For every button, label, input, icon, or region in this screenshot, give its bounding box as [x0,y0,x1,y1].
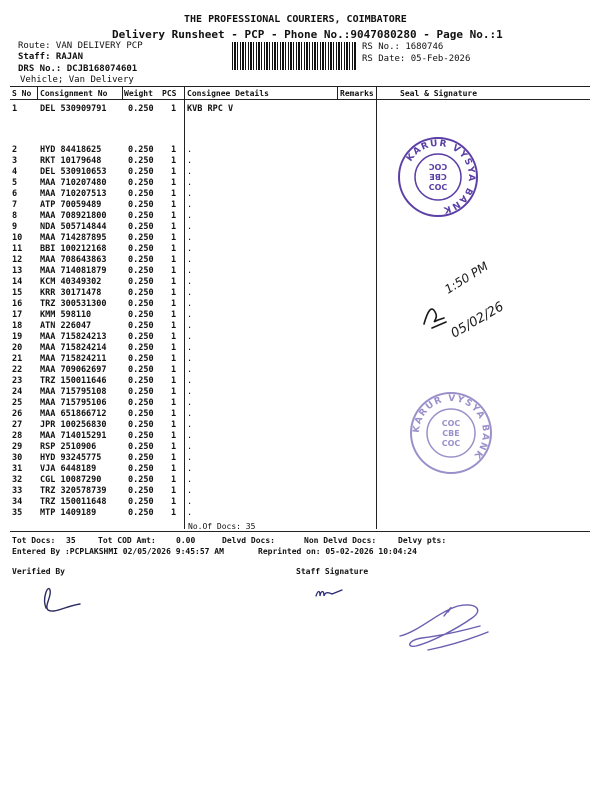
row-consignee: . [187,244,193,254]
staff-label: Staff: RAJAN [18,52,84,62]
row-sno: 26 [12,409,23,419]
row-consignee: . [187,167,193,177]
tot-docs-value: 35 [66,536,76,545]
row-weight: 0.250 [128,321,154,331]
row-consignee: . [187,299,193,309]
stamp-ring-text: KARUR VYSYA BANK [411,393,491,461]
non-delvd-docs: Non Delvd Docs: [304,536,377,545]
row-sno: 12 [12,255,23,265]
row-weight: 0.250 [128,244,154,254]
row-weight: 0.250 [128,288,154,298]
row-weight: 0.250 [128,442,154,452]
handwriting-graphic [424,309,446,328]
row-sno: 4 [12,167,18,177]
row-consignee: . [187,343,193,353]
row-consignment: MAA 714287895 [40,233,107,243]
row-consignee: KVB RPC V [187,104,234,114]
row-sno: 18 [12,321,23,331]
row-pcs: 1 [171,145,177,155]
row-weight: 0.250 [128,310,154,320]
row-consignee: . [187,233,193,243]
row-weight: 0.250 [128,497,154,507]
row-consignee: . [187,255,193,265]
row-pcs: 1 [171,104,177,114]
tot-docs-label: Tot Docs: [12,536,56,545]
row-consignee: . [187,420,193,430]
row-pcs: 1 [171,156,177,166]
row-sno: 32 [12,475,23,485]
row-weight: 0.250 [128,431,154,441]
row-consignment: RSP 2510906 [40,442,97,452]
row-sno: 5 [12,178,18,188]
row-consignment: JPR 100256830 [40,420,107,430]
row-pcs: 1 [171,189,177,199]
col-header-seal: Seal & Signature [400,89,478,98]
row-consignment: MTP 1409189 [40,508,97,518]
row-sno: 10 [12,233,23,243]
row-weight: 0.250 [128,189,154,199]
column-divider [184,86,185,529]
row-pcs: 1 [171,299,177,309]
row-pcs: 1 [171,266,177,276]
row-sno: 3 [12,156,18,166]
row-sno: 25 [12,398,23,408]
row-sno: 6 [12,189,18,199]
row-pcs: 1 [171,288,177,298]
row-consignee: . [187,508,193,518]
row-sno: 1 [12,104,18,114]
row-weight: 0.250 [128,299,154,309]
row-sno: 28 [12,431,23,441]
row-weight: 0.250 [128,464,154,474]
col-header-remarks: Remarks [340,89,374,98]
row-consignee: . [187,266,193,276]
row-sno: 27 [12,420,23,430]
row-weight: 0.250 [128,277,154,287]
row-pcs: 1 [171,255,177,265]
row-weight: 0.250 [128,343,154,353]
row-pcs: 1 [171,508,177,518]
verified-by-signature [36,580,86,614]
row-pcs: 1 [171,486,177,496]
row-consignment: MAA 715824213 [40,332,107,342]
row-consignment: KCM 40349302 [40,277,102,287]
row-pcs: 1 [171,167,177,177]
row-sno: 13 [12,266,23,276]
handwritten-signature-date [418,259,538,342]
stamp-graphic [411,393,491,473]
row-weight: 0.250 [128,233,154,243]
col-header-sno: S No [12,89,32,98]
row-weight: 0.250 [128,266,154,276]
row-sno: 11 [12,244,23,254]
row-consignment: MAA 710207480 [40,178,107,188]
row-weight: 0.250 [128,508,154,518]
row-weight: 0.250 [128,409,154,419]
row-consignment: KRR 30171478 [40,288,102,298]
row-consignee: . [187,156,193,166]
staff-signature-label: Staff Signature [296,567,369,576]
col-header-consignment: Consignment No [40,89,108,98]
row-sno: 22 [12,365,23,375]
delvd-docs: Delvd Docs: [222,536,275,545]
rs-date: RS Date: 05-Feb-2026 [362,54,471,64]
row-consignee: . [187,189,193,199]
delvy-pts: Delvy pts: [398,536,447,545]
row-consignment: TRZ 150011648 [40,497,107,507]
row-weight: 0.250 [128,387,154,397]
row-consignee: . [187,431,193,441]
row-pcs: 1 [171,387,177,397]
row-consignment: MAA 708643863 [40,255,107,265]
row-pcs: 1 [171,365,177,375]
row-consignment: DEL 530910653 [40,167,107,177]
row-pcs: 1 [171,409,177,419]
row-consignee: . [187,145,193,155]
row-weight: 0.250 [128,398,154,408]
handwritten-time: 1:50 PM [442,259,491,297]
row-pcs: 1 [171,354,177,364]
barcode [232,42,356,70]
row-weight: 0.250 [128,211,154,221]
col-header-weight: Weight [124,89,153,98]
row-sno: 30 [12,453,23,463]
row-consignment: MAA 651866712 [40,409,107,419]
row-pcs: 1 [171,464,177,474]
tot-cod-label: Tot COD Amt: [98,536,156,545]
row-pcs: 1 [171,211,177,221]
row-sno: 20 [12,343,23,353]
verified-by-label: Verified By [12,567,65,576]
row-weight: 0.250 [128,145,154,155]
row-consignment: HYD 84418625 [40,145,102,155]
row-weight: 0.250 [128,365,154,375]
row-consignee: . [187,332,193,342]
row-sno: 8 [12,211,18,221]
row-pcs: 1 [171,222,177,232]
table-header-top-rule [10,86,590,87]
row-weight: 0.250 [128,255,154,265]
table-bottom-rule [10,531,590,532]
row-pcs: 1 [171,442,177,452]
vehicle-label: Vehicle; Van Delivery [20,75,134,85]
row-pcs: 1 [171,332,177,342]
row-sno: 29 [12,442,23,452]
row-pcs: 1 [171,497,177,507]
row-consignment: CGL 10087290 [40,475,102,485]
row-consignee: . [187,442,193,452]
handwritten-date: 05/02/26 [448,299,507,342]
row-weight: 0.250 [128,104,154,114]
row-consignment: DEL 530909791 [40,104,107,114]
row-weight: 0.250 [128,178,154,188]
row-consignment: MAA 708921800 [40,211,107,221]
route-label: Route: VAN DELIVERY PCP [18,41,143,51]
stamp-ring-text: KARUR VYSYA BANK [404,138,477,215]
row-consignment: BBI 100212168 [40,244,107,254]
entered-by: Entered By :PCPLAKSHMI 02/05/2026 9:45:57 AM [12,547,224,556]
row-consignee: . [187,321,193,331]
row-consignment: VJA 6448189 [40,464,97,474]
row-pcs: 1 [171,200,177,210]
row-sno: 24 [12,387,23,397]
row-consignment: MAA 709062697 [40,365,107,375]
row-consignee: . [187,464,193,474]
row-pcs: 1 [171,475,177,485]
row-pcs: 1 [171,277,177,287]
row-sno: 7 [12,200,18,210]
row-weight: 0.250 [128,475,154,485]
row-consignment: MAA 710207513 [40,189,107,199]
staff-signature [312,582,348,602]
row-consignment: MAA 715824211 [40,354,107,364]
row-pcs: 1 [171,398,177,408]
row-sno: 2 [12,145,18,155]
row-consignee: . [187,376,193,386]
row-consignment: MAA 715824214 [40,343,107,353]
row-weight: 0.250 [128,200,154,210]
row-weight: 0.250 [128,332,154,342]
row-consignee: . [187,211,193,221]
row-weight: 0.250 [128,420,154,430]
row-pcs: 1 [171,343,177,353]
col-header-consignee: Consignee Details [187,89,269,98]
row-consignee: . [187,354,193,364]
drs-number: DRS No.: DCJB168074601 [18,64,138,74]
row-consignment: NDA 505714844 [40,222,107,232]
row-weight: 0.250 [128,167,154,177]
row-pcs: 1 [171,310,177,320]
row-sno: 14 [12,277,23,287]
row-sno: 19 [12,332,23,342]
stamp-line3: COC [428,183,448,192]
row-consignment: MAA 715795106 [40,398,107,408]
row-consignee: . [187,200,193,210]
row-consignment: TRZ 320578739 [40,486,107,496]
row-consignment: MAA 714081879 [40,266,107,276]
row-sno: 17 [12,310,23,320]
row-consignment: TRZ 300531300 [40,299,107,309]
table-header-bottom-rule [10,99,590,100]
row-consignment: ATN 226047 [40,321,92,331]
row-consignment: MAA 715795108 [40,387,107,397]
row-sno: 9 [12,222,18,232]
row-sno: 16 [12,299,23,309]
row-consignee: . [187,365,193,375]
row-pcs: 1 [171,321,177,331]
row-weight: 0.250 [128,486,154,496]
col-header-pcs: PCS [162,89,177,98]
stamp-line1: COC [428,162,448,171]
row-consignment: ATP 70059489 [40,200,102,210]
tot-cod-value: 0.00 [176,536,196,545]
stamp-line3: COC [441,439,461,448]
row-consignee: . [187,475,193,485]
column-divider [376,86,377,529]
row-weight: 0.250 [128,222,154,232]
column-divider [337,86,338,99]
row-weight: 0.250 [128,354,154,364]
runsheet-title: Delivery Runsheet - PCP - Phone No.:9047080280 - Page No.:1 [112,28,503,41]
row-pcs: 1 [171,178,177,188]
row-consignee: . [187,277,193,287]
row-pcs: 1 [171,233,177,243]
row-consignee: . [187,486,193,496]
row-sno: 34 [12,497,23,507]
row-consignee: . [187,178,193,188]
row-pcs: 1 [171,431,177,441]
row-consignee: . [187,288,193,298]
row-consignee: . [187,222,193,232]
stamp-line1: COC [441,419,461,428]
row-weight: 0.250 [128,156,154,166]
stamp-line2: CBE [442,429,460,438]
column-divider [37,86,38,99]
row-consignment: RKT 10179648 [40,156,102,166]
row-pcs: 1 [171,420,177,430]
scribble-signature [388,596,498,656]
bank-seal-stamp-faded [408,390,494,476]
row-consignment: TRZ 150011646 [40,376,107,386]
column-divider [122,86,123,99]
row-pcs: 1 [171,453,177,463]
row-pcs: 1 [171,376,177,386]
row-sno: 33 [12,486,23,496]
row-consignment: KMM 598110 [40,310,92,320]
reprinted-on: Reprinted on: 05-02-2026 10:04:24 [258,547,417,556]
row-weight: 0.250 [128,453,154,463]
stamp-graphic [399,138,477,216]
row-sno: 31 [12,464,23,474]
row-consignee: . [187,453,193,463]
row-consignment: HYD 93245775 [40,453,102,463]
row-consignee: . [187,497,193,507]
rs-number: RS No.: 1680746 [362,42,444,52]
company-title: THE PROFESSIONAL COURIERS, COIMBATORE [184,14,407,25]
row-consignee: . [187,387,193,397]
row-sno: 35 [12,508,23,518]
row-consignment: MAA 714015291 [40,431,107,441]
row-pcs: 1 [171,244,177,254]
row-consignee: . [187,398,193,408]
row-sno: 23 [12,376,23,386]
stamp-line2: CBE [429,172,447,181]
row-consignee: . [187,310,193,320]
row-sno: 21 [12,354,23,364]
bank-seal-stamp [396,135,480,219]
row-weight: 0.250 [128,376,154,386]
no-of-docs: No.Of Docs: 35 [188,522,256,531]
row-sno: 15 [12,288,23,298]
row-consignee: . [187,409,193,419]
